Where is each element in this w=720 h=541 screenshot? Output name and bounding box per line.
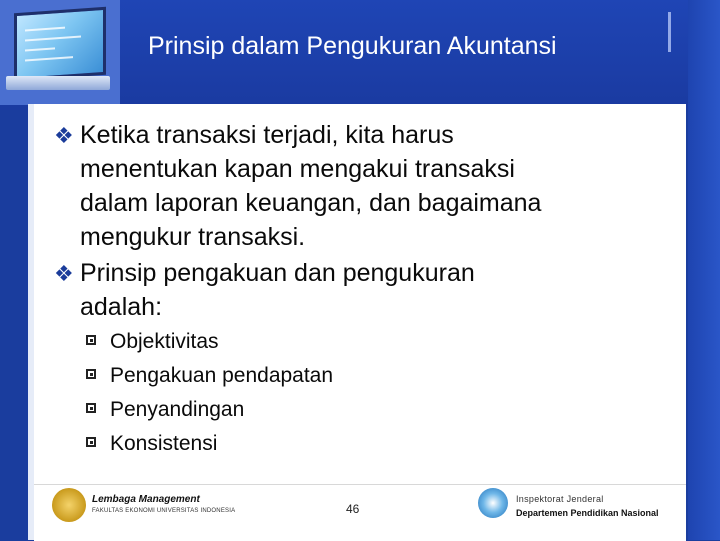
diamond-bullet-icon: ❖ [54, 123, 74, 148]
header-divider [668, 12, 671, 52]
footer-right-org-bottom: Departemen Pendidikan Nasional [516, 508, 659, 518]
sub-bullet-item [86, 362, 333, 390]
bullet-line: Prinsip pengakuan dan pengukuran [80, 259, 475, 287]
screen-line [25, 47, 55, 51]
laptop-screen [14, 7, 106, 81]
bullet-line: adalah: [80, 293, 163, 321]
bullet-line: mengukur transaksi. [80, 223, 306, 251]
footer-right-org-top: Inspektorat Jenderal [516, 494, 604, 504]
sub-bullet-label: Pengakuan pendapatan [110, 364, 334, 387]
right-decor-band [688, 0, 720, 540]
slide-title: Prinsip dalam Pengukuran Akuntansi [148, 32, 557, 60]
diamond-bullet-icon: ❖ [54, 261, 74, 286]
sub-bullet-item [86, 328, 219, 356]
square-bullet-icon [86, 369, 96, 379]
sub-bullet-label: Objektivitas [110, 330, 219, 353]
bullet-line: menentukan kapan mengakui transaksi [80, 155, 515, 183]
screen-line [25, 36, 81, 42]
footer-left-org: Lembaga Management [92, 494, 200, 505]
footer-left-sub: FAKULTAS EKONOMI UNIVERSITAS INDONESIA [92, 508, 236, 514]
university-seal-logo [52, 488, 86, 522]
sub-bullet-label: Konsistensi [110, 432, 218, 455]
sub-bullet-item [86, 430, 217, 458]
bullet-line: Ketika transaksi terjadi, kita harus [80, 121, 454, 149]
sub-bullet-label: Penyandingan [110, 398, 245, 421]
square-bullet-icon [86, 403, 96, 413]
square-bullet-icon [86, 335, 96, 345]
laptop-base [6, 76, 110, 90]
bullet-item [54, 256, 664, 291]
square-bullet-icon [86, 437, 96, 447]
ministry-logo [478, 488, 508, 518]
laptop-illustration [0, 0, 120, 105]
screen-line [25, 27, 65, 32]
bullet-item [54, 118, 664, 153]
bullet-line: dalam laporan keuangan, dan bagaimana [80, 189, 542, 217]
screen-line [25, 56, 73, 61]
page-number: 46 [346, 502, 360, 516]
sub-bullet-item [86, 396, 244, 424]
